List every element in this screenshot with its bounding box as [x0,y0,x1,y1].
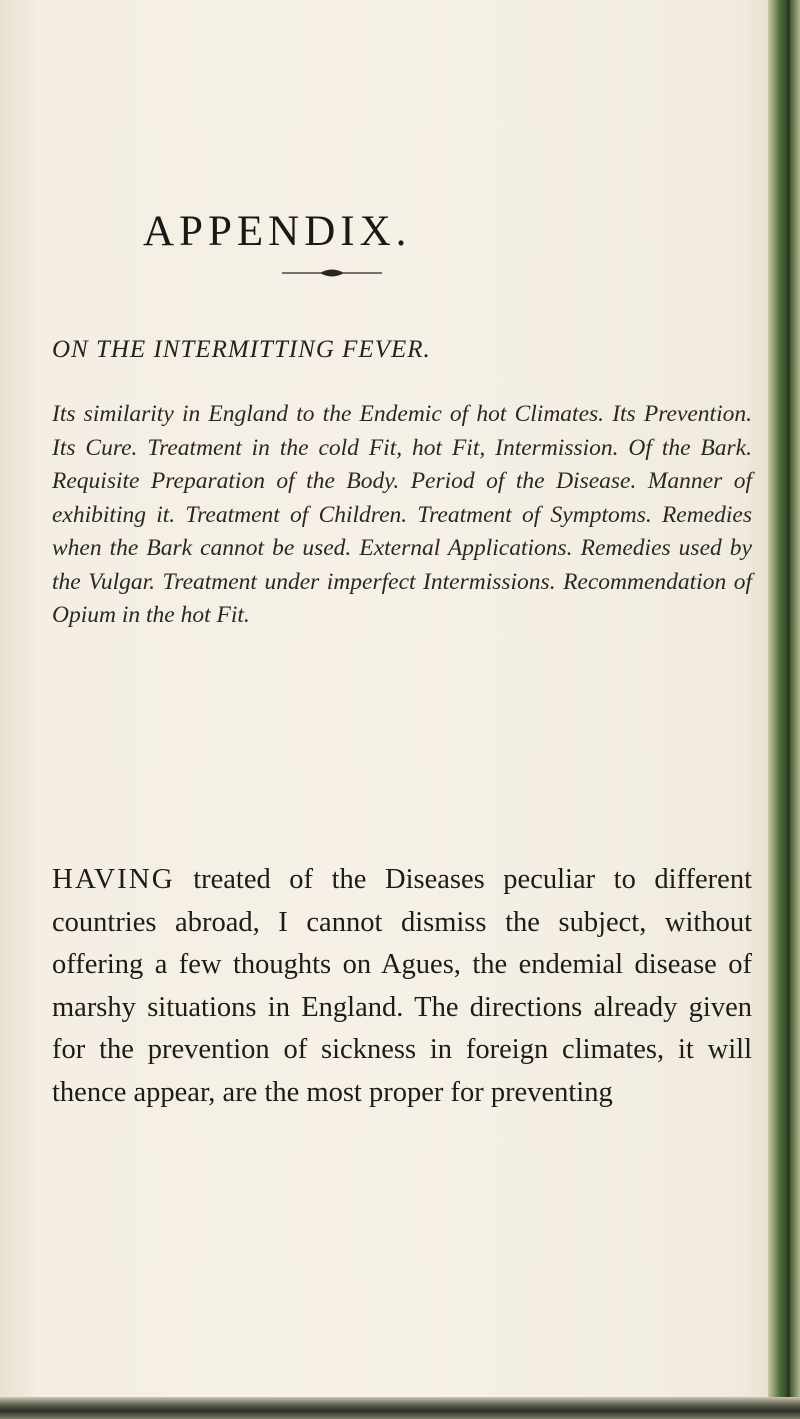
chapter-synopsis: Its similarity in England to the Endemic of hot Climates. Its Prevention. Its Cure. Treatment in the cold Fit, hot Fit, Intermission. Of the Bark. Requisite Preparation of the Body. Period of the Disease. Manner of exhibiting it. Treatment of Children. Treatment of Symptoms. Remedies when the Bark cannot be used. External Applications. Remedies used by the Vulgar. Treatment under imperfect Intermissions. Recommendation of Opium in the hot Fit. [52,401,752,628]
ornamental-rule [282,266,382,280]
spine-shadow-line [787,0,790,1419]
drop-word: HAVING [52,863,175,895]
appendix-title: APPENDIX. [143,208,412,255]
body-text: treated of the Diseases peculiar to different countries abroad, I cannot dismiss the subject, without offering a few thoughts on Agues, the endemial disease of marshy situations in England. The directions already given for the prevention of sickness in foreign climates, it will thence appear, are the most proper for preventing [52,864,752,1108]
body-paragraph [52,858,752,1114]
page-bottom-edge [0,1397,800,1419]
section-heading: ON THE INTERMITTING FEVER. [52,336,431,363]
book-spine-edge [768,0,800,1419]
